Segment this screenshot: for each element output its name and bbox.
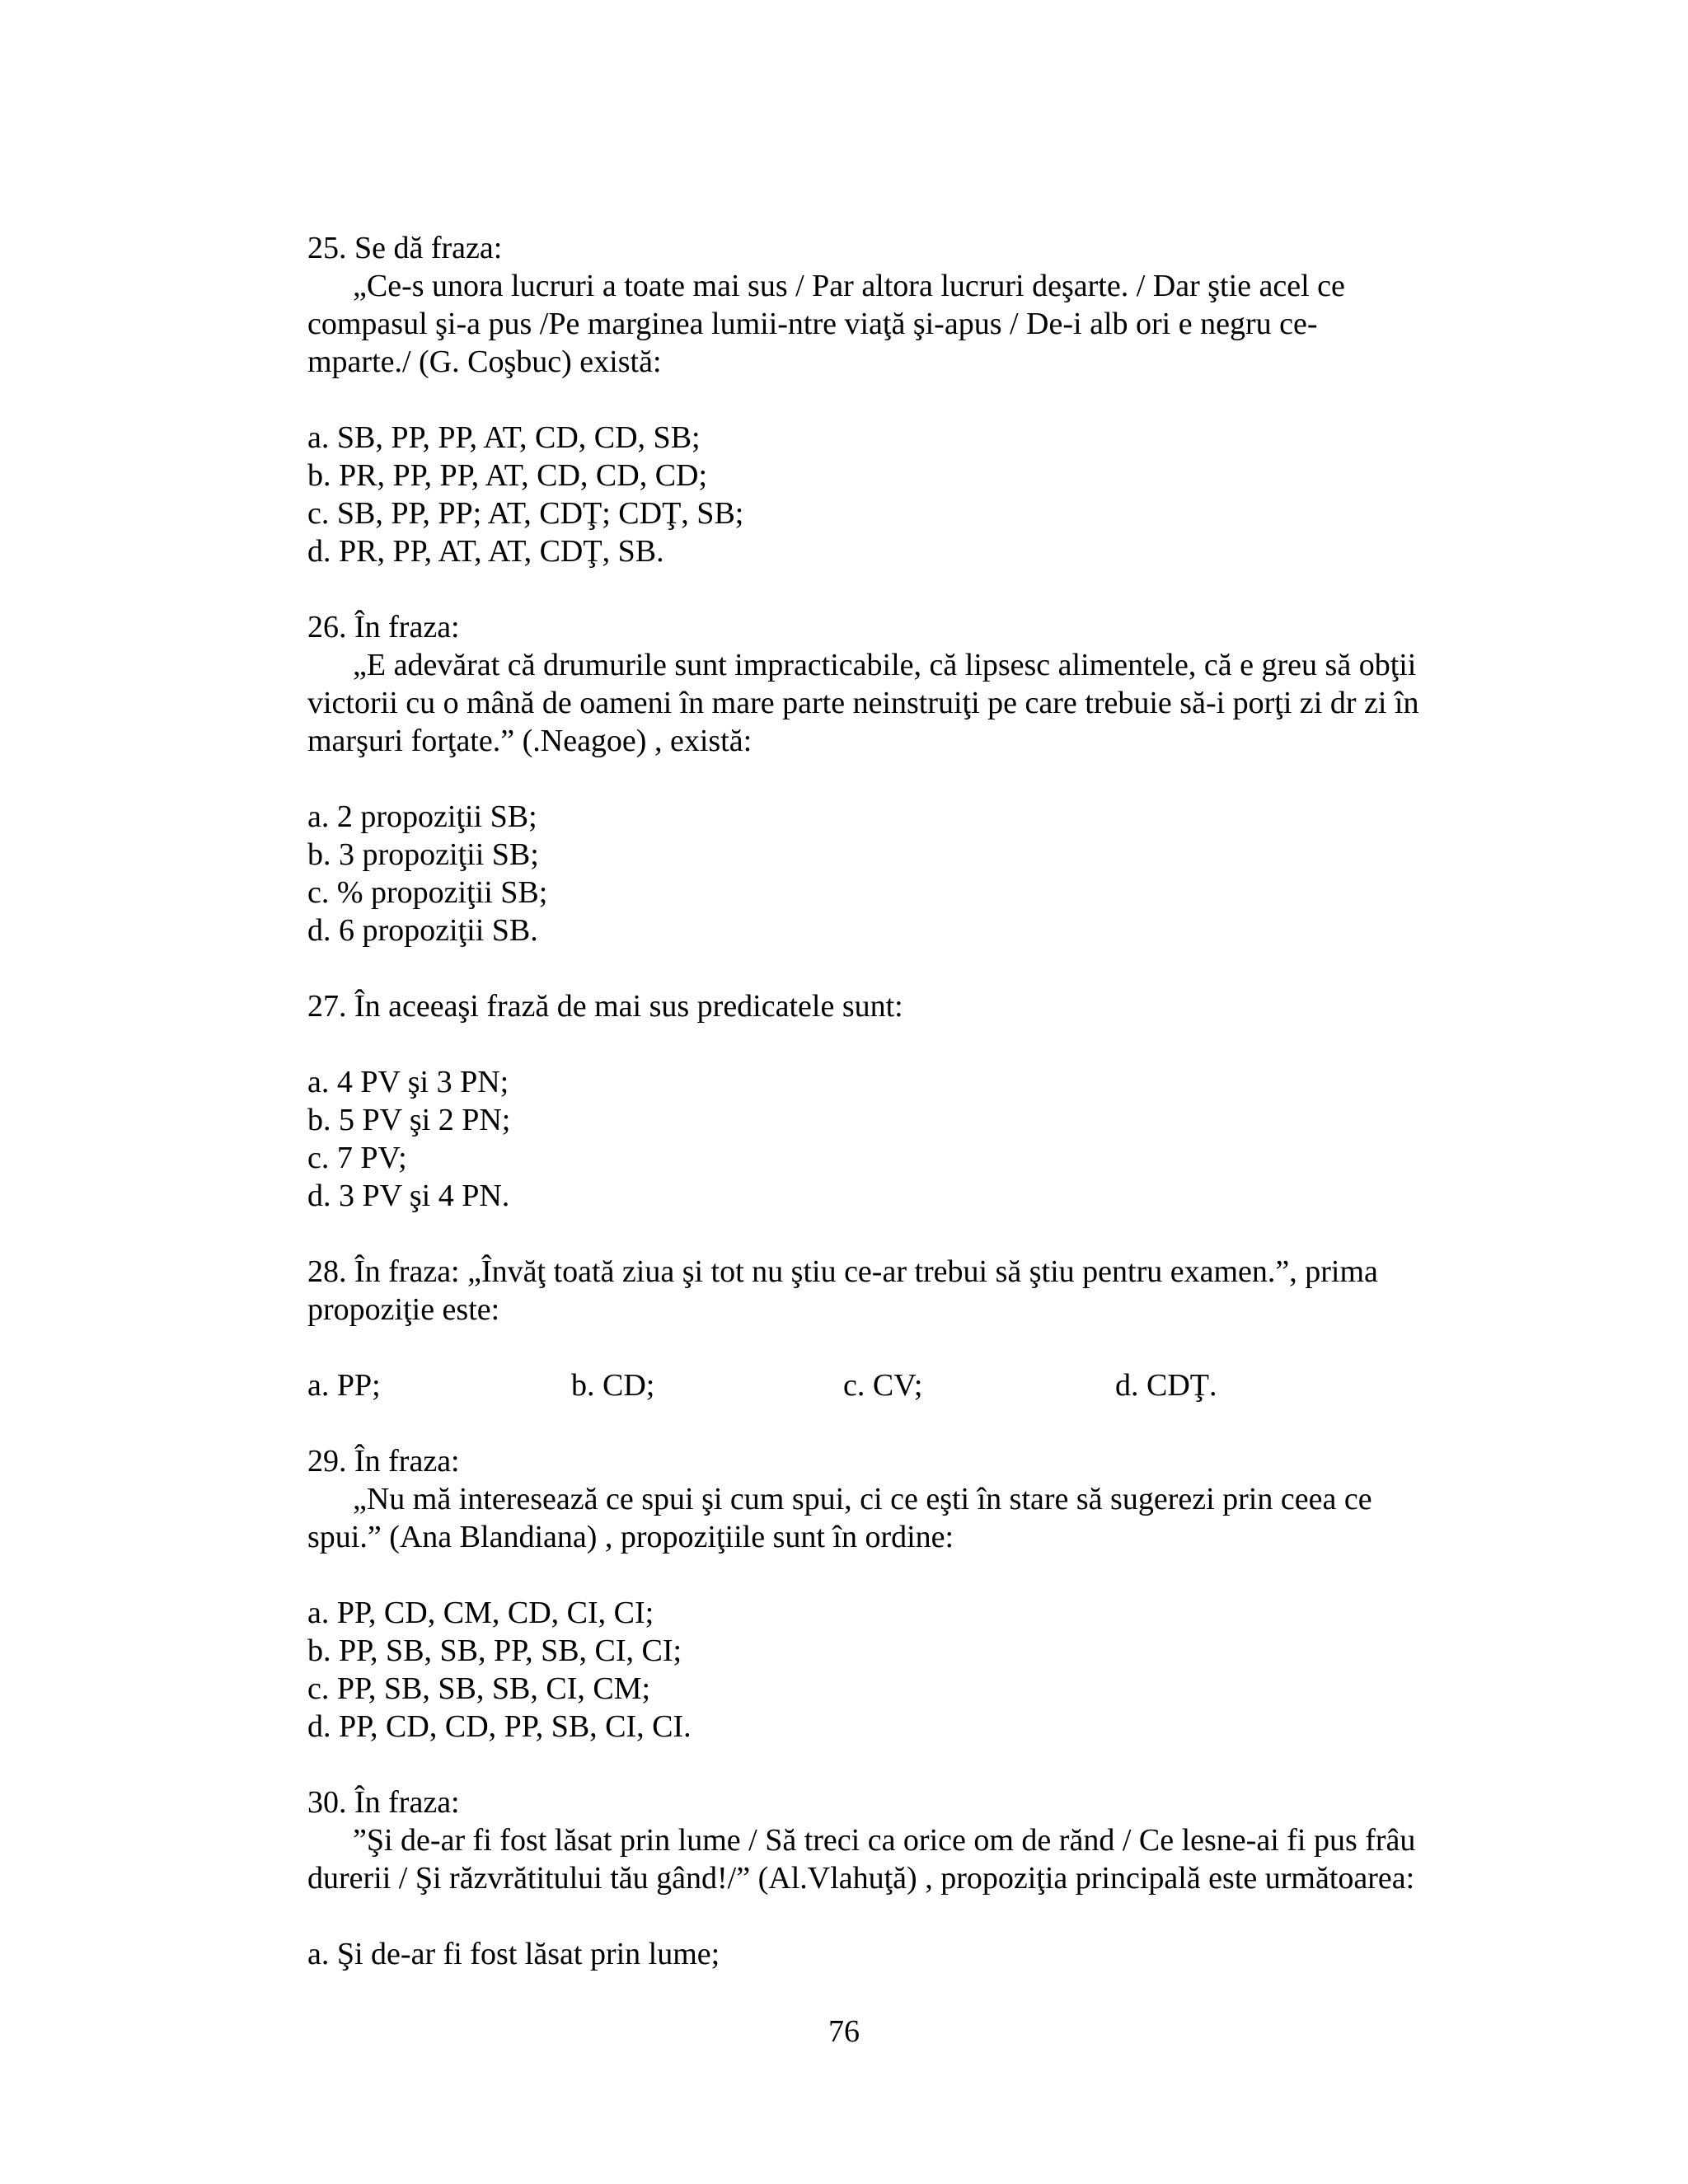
- question-28-option-c: c. CV;: [843, 1368, 923, 1403]
- question-28-options: [307, 1366, 1478, 1404]
- question-26-text-line-3: marşuri forţate.” (.Neagoe) , există:: [307, 724, 753, 758]
- question-27-option-d: d. 3 PV şi 4 PN.: [307, 1179, 510, 1213]
- question-29-option-b: b. PP, SB, SB, PP, SB, CI, CI;: [307, 1633, 682, 1668]
- question-29-option-c: c. PP, SB, SB, SB, CI, CM;: [307, 1671, 651, 1706]
- question-28-option-b: b. CD;: [571, 1368, 655, 1403]
- question-26-option-d: d. 6 propoziţii SB.: [307, 913, 538, 948]
- question-26: [307, 608, 1478, 949]
- question-27-option-c: c. 7 PV;: [307, 1141, 407, 1175]
- question-28-option-d: d. CDŢ.: [1115, 1368, 1217, 1403]
- question-29-text-line-2: spui.” (Ana Blandiana) , propoziţiile sunt în ordine:: [307, 1520, 954, 1554]
- question-25-heading: 25. Se dă fraza:: [307, 231, 503, 265]
- page-number: 76: [828, 2014, 860, 2049]
- question-29-option-d: d. PP, CD, CD, PP, SB, CI, CI.: [307, 1709, 692, 1744]
- question-27-option-a: a. 4 PV şi 3 PN;: [307, 1065, 509, 1099]
- question-25-text-line-2: compasul şi-a pus /Pe marginea lumii-ntre viaţă şi-apus / De-i alb ori e negru ce-: [307, 307, 1318, 341]
- question-29: [307, 1442, 1478, 1746]
- page-content: [307, 229, 1478, 1973]
- question-26-text-line-1: „E adevărat că drumurile sunt impracticabile, că lipsesc alimentele, că e greu să obţii: [353, 648, 1417, 682]
- question-25-text-line-3: mparte./ (G. Coşbuc) există:: [307, 344, 662, 379]
- question-30-text-line-1: ”Şi de-ar fi fost lăsat prin lume / Să treci ca orice om de rănd / Ce lesne-ai fi pus frâu: [353, 1823, 1416, 1858]
- question-25-option-c: c. SB, PP, PP; AT, CDŢ; CDŢ, SB;: [307, 496, 744, 531]
- question-25-option-b: b. PR, PP, PP, AT, CD, CD, CD;: [307, 458, 708, 493]
- question-26-heading: 26. În fraza:: [307, 610, 460, 644]
- question-28-text-line-1: 28. În fraza: „Învăţ toată ziua şi tot nu ştiu ce-ar trebui să ştiu pentru examen.”, prima: [307, 1254, 1378, 1289]
- question-25-text-line-1: „Ce-s unora lucruri a toate mai sus / Par altora lucruri deşarte. / Dar ştie acel ce: [353, 269, 1345, 303]
- question-27-heading: 27. În aceeaşi frază de mai sus predicatele sunt:: [307, 989, 903, 1024]
- question-29-text-line-1: „Nu mă interesează ce spui şi cum spui, ci ce eşti în stare să sugerezi prin ceea ce: [353, 1482, 1372, 1516]
- question-26-text-line-2: victorii cu o mână de oameni în mare parte neinstruiţi pe care trebuie să-i porţi zi dr zi în: [307, 686, 1419, 720]
- question-26-option-c: c. % propoziţii SB;: [307, 875, 548, 910]
- question-28-text-line-2: propoziţie este:: [307, 1292, 500, 1327]
- question-30: [307, 1783, 1478, 1973]
- question-28-option-a: a. PP;: [307, 1368, 381, 1403]
- question-28: [307, 1253, 1478, 1404]
- question-30-option-a: a. Şi de-ar fi fost lăsat prin lume;: [307, 1937, 720, 1971]
- question-29-heading: 29. În fraza:: [307, 1444, 460, 1479]
- question-30-text-line-2: durerii / Şi răzvrătitului tău gând!/” (Al.Vlahuţă) , propoziţia principală este următoarea:: [307, 1861, 1415, 1896]
- question-27: [307, 987, 1478, 1215]
- question-25-option-a: a. SB, PP, PP, AT, CD, CD, SB;: [307, 420, 701, 455]
- question-30-heading: 30. În fraza:: [307, 1785, 460, 1820]
- question-27-option-b: b. 5 PV şi 2 PN;: [307, 1103, 511, 1137]
- question-26-option-b: b. 3 propoziţii SB;: [307, 837, 539, 872]
- question-25: [307, 229, 1478, 570]
- question-29-option-a: a. PP, CD, CM, CD, CI, CI;: [307, 1596, 654, 1630]
- question-26-option-a: a. 2 propoziţii SB;: [307, 799, 537, 834]
- question-25-option-d: d. PR, PP, AT, AT, CDŢ, SB.: [307, 534, 664, 569]
